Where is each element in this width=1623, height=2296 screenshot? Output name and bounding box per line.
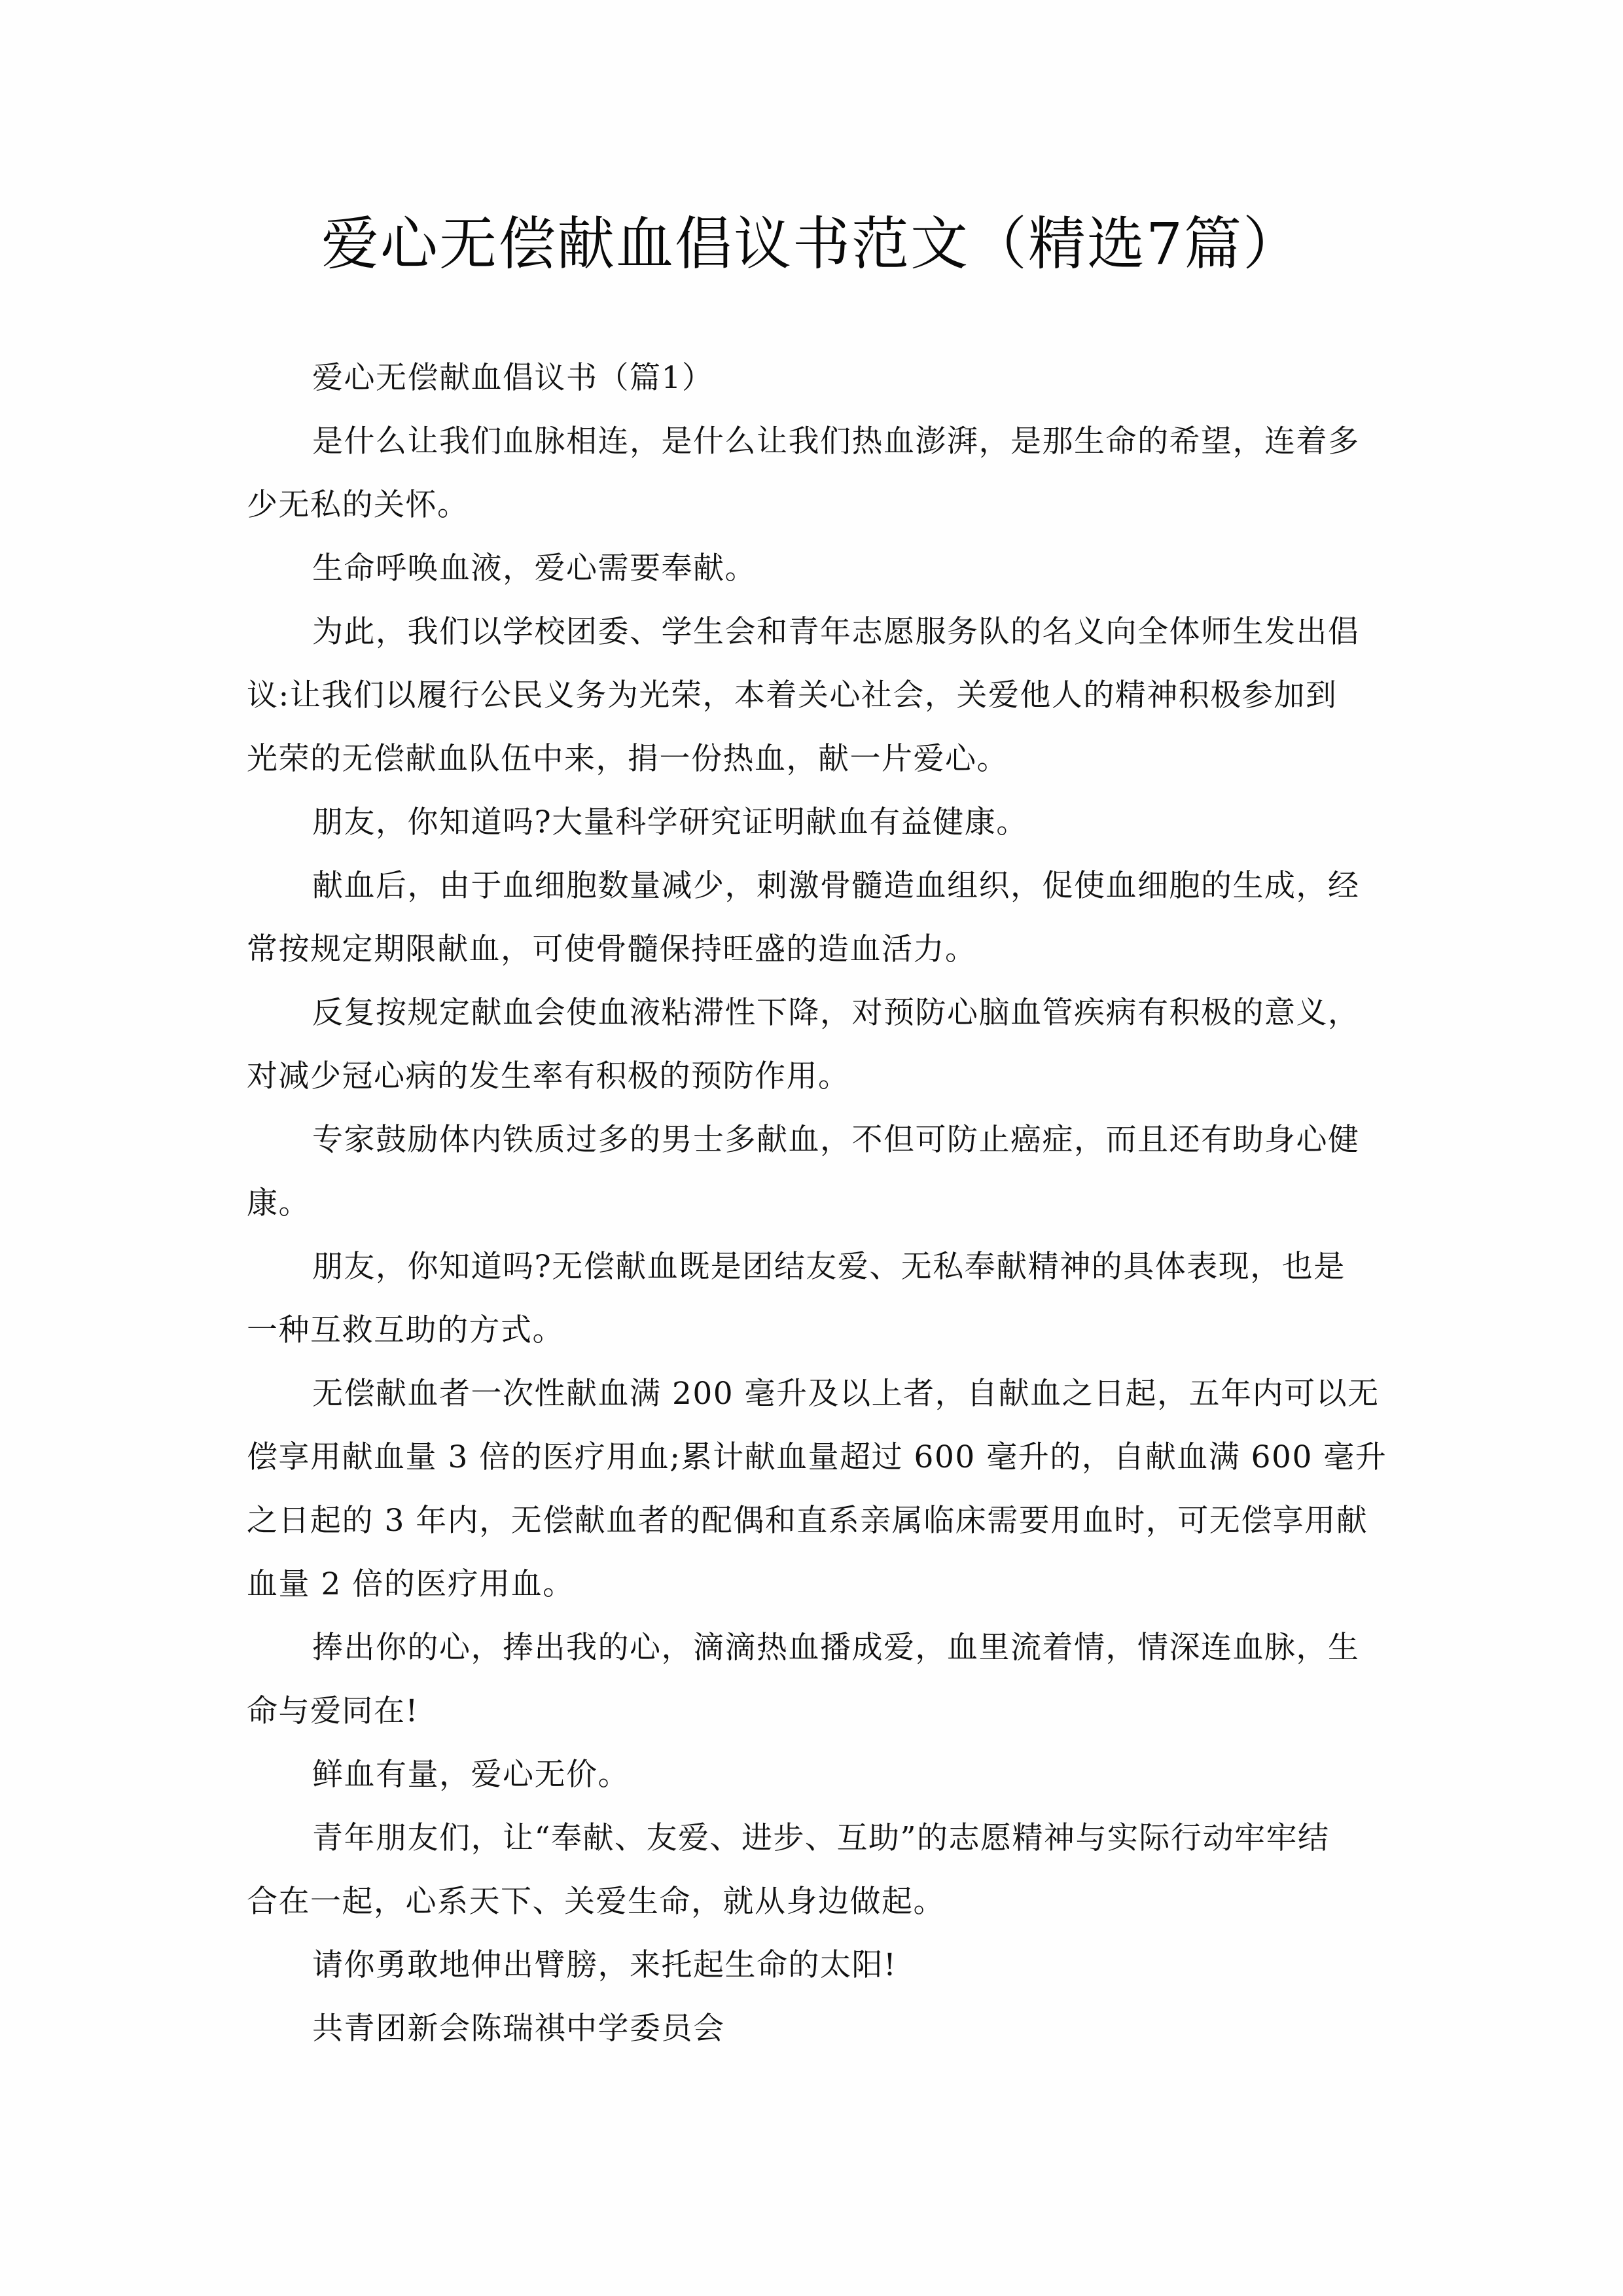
paragraph-line: 少无私的关怀。 (247, 487, 469, 523)
paragraph-line: 反复按规定献血会使血液粘滞性下降，对预防心脑血管疾病有积极的意义， (312, 995, 1360, 1031)
paragraph-line: 请你勇敢地伸出臂膀，来托起生命的太阳! (312, 1947, 897, 1983)
paragraph-line: 一种互救互助的方式。 (247, 1312, 564, 1348)
paragraph-line: 命与爱同在! (247, 1693, 419, 1729)
section-heading: 爱心无偿献血倡议书（篇1） (312, 360, 714, 396)
paragraph-line: 鲜血有量，爱心无价。 (312, 1757, 630, 1793)
paragraph-line: 朋友，你知道吗?无偿献血既是团结友爱、无私奉献精神的具体表现，也是 (312, 1249, 1346, 1285)
paragraph-line: 生命呼唤血液，爱心需要奉献。 (312, 550, 757, 586)
paragraph-line: 对减少冠心病的发生率有积极的预防作用。 (247, 1058, 850, 1094)
signature-line: 共青团新会陈瑞祺中学委员会 (312, 2011, 725, 2047)
paragraph-line: 常按规定期限献血，可使骨髓保持旺盛的造血活力。 (247, 931, 977, 967)
paragraph-line: 专家鼓励体内铁质过多的男士多献血，不但可防止癌症，而且还有助身心健 (312, 1122, 1360, 1158)
paragraph-line: 血量 2 倍的医疗用血。 (247, 1566, 575, 1602)
paragraph-line: 光荣的无偿献血队伍中来，捐一份热血，献一片爱心。 (247, 741, 1008, 777)
document-title: 爱心无偿献血倡议书范文（精选7篇） (321, 210, 1302, 278)
paragraph-line: 为此，我们以学校团委、学生会和青年志愿服务队的名义向全体师生发出倡 (312, 614, 1360, 650)
paragraph-line: 无偿献血者一次性献血满 200 毫升及以上者，自献血之日起，五年内可以无 (312, 1376, 1380, 1412)
paragraph-line: 偿享用献血量 3 倍的医疗用血;累计献血量超过 600 毫升的，自献血满 600 毫升 (247, 1439, 1387, 1475)
paragraph-line: 是什么让我们血脉相连，是什么让我们热血澎湃，是那生命的希望，连着多 (312, 423, 1360, 459)
paragraph-line: 捧出你的心，捧出我的心，滴滴热血播成爱，血里流着情，情深连血脉，生 (312, 1630, 1360, 1666)
paragraph-line: 青年朋友们，让“奉献、友爱、进步、互助”的志愿精神与实际行动牢牢结 (312, 1820, 1330, 1856)
paragraph-line: 之日起的 3 年内，无偿献血者的配偶和直系亲属临床需要用血时，可无偿享用献 (247, 1503, 1368, 1539)
paragraph-line: 议:让我们以履行公民义务为光荣，本着关心社会，关爱他人的精神积极参加到 (247, 677, 1338, 713)
paragraph-line: 合在一起，心系天下、关爱生命，就从身边做起。 (247, 1884, 945, 1920)
paragraph-line: 康。 (247, 1185, 310, 1221)
document-body (247, 359, 1385, 2073)
paragraph-line: 献血后，由于血细胞数量减少，刺激骨髓造血组织，促使血细胞的生成，经 (312, 868, 1360, 904)
paragraph-line: 朋友，你知道吗?大量科学研究证明献血有益健康。 (312, 804, 1028, 840)
